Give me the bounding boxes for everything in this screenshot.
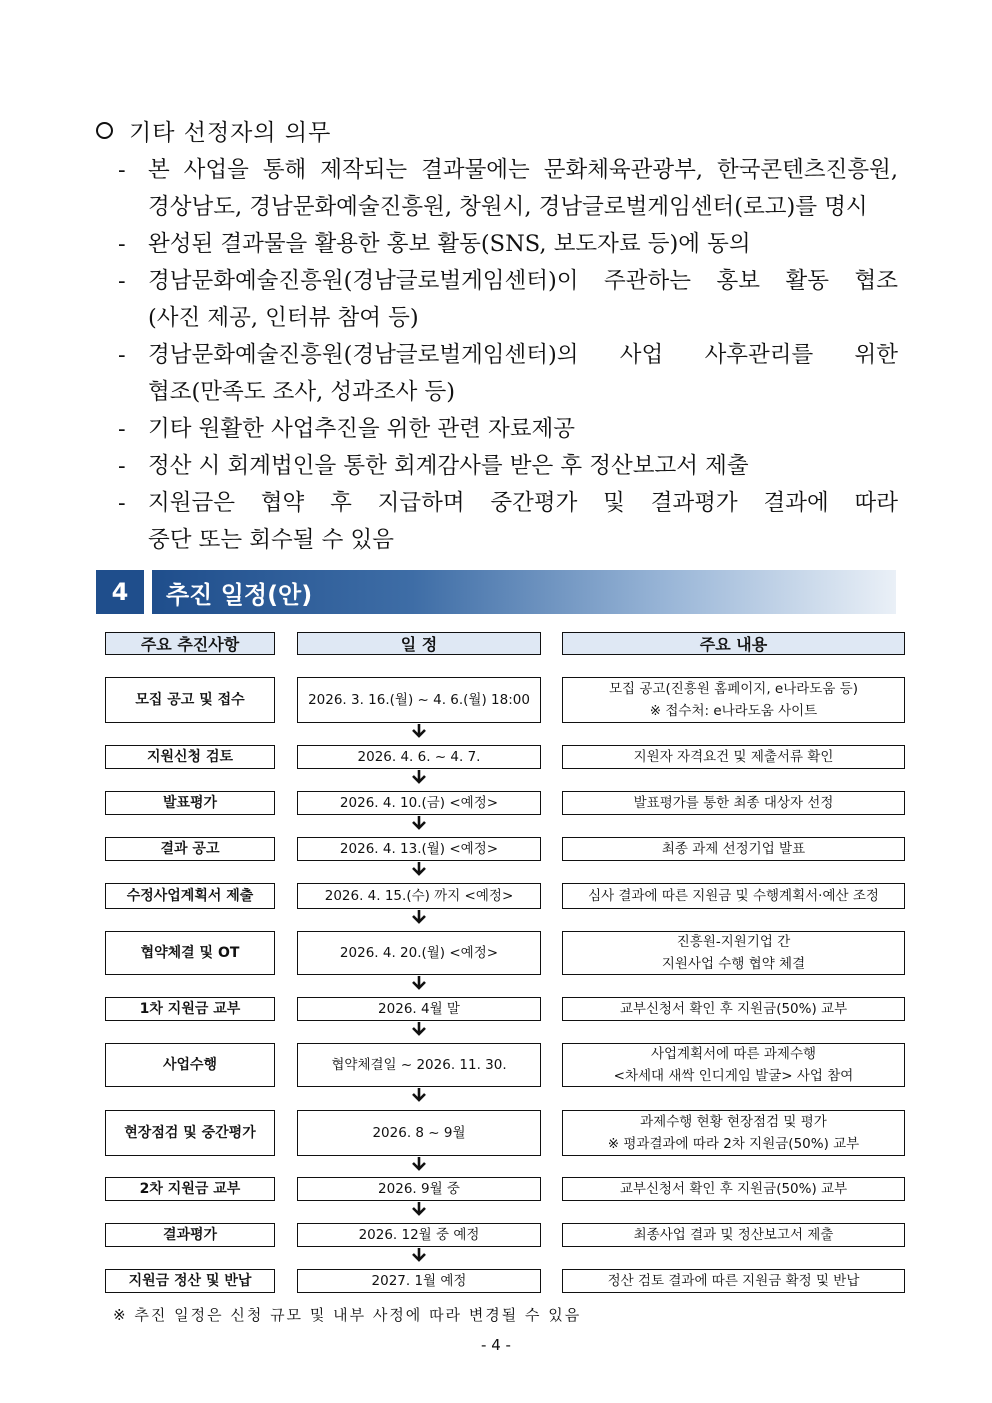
schedule-content <box>562 931 905 975</box>
obligation-line: 본 사업을 통해 제작되는 결과물에는 문화체육관광부, 한국콘텐츠진흥원, <box>148 157 898 183</box>
schedule-content <box>562 1043 905 1087</box>
schedule-date-text: 2026. 12월 중 예정 <box>358 1227 480 1243</box>
schedule-content <box>562 677 905 723</box>
schedule-date-text: 2026. 4. 10.(금) <예정> <box>339 795 499 811</box>
schedule-item-text: 결과 공고 <box>160 841 220 857</box>
down-arrow-icon <box>411 862 427 876</box>
down-arrow-icon <box>411 1157 427 1171</box>
schedule-item-text: 현장점검 및 중간평가 <box>124 1125 256 1141</box>
schedule-date-text: 2026. 4월 말 <box>378 1001 460 1017</box>
schedule-item-text: 모집 공고 및 접수 <box>135 692 245 708</box>
dash-bullet: - <box>118 231 126 257</box>
schedule-date <box>297 745 541 769</box>
obligation-line: 경남문화예술진흥원(경남글로벌게임센터)이 주관하는 홍보 활동 협조 <box>148 268 898 294</box>
schedule-content-text: 정산 검토 결과에 따른 지원금 확정 및 반납 <box>607 1273 860 1289</box>
schedule-date <box>297 1269 541 1293</box>
schedule-note: ※ 추진 일정은 신청 규모 및 내부 사정에 따라 변경될 수 있음 <box>113 1306 582 1324</box>
obligation-line: (사진 제공, 인터뷰 참여 등) <box>148 305 419 331</box>
schedule-date <box>297 1110 541 1156</box>
schedule-date <box>297 837 541 861</box>
schedule-content-text: <차세대 새싹 인디게임 발굴> 사업 참여 <box>613 1068 854 1084</box>
obligation-item <box>118 263 898 337</box>
obligation-item <box>118 485 898 559</box>
obligation-line: 기타 원활한 사업추진을 위한 관련 자료제공 <box>148 416 575 442</box>
schedule-content <box>562 1177 905 1201</box>
schedule-date-text: 2026. 4. 6. ~ 4. 7. <box>357 749 481 765</box>
schedule-content-text: ※ 접수처: e나라도움 사이트 <box>649 703 818 719</box>
schedule-content <box>562 837 905 861</box>
schedule-content-text: 지원사업 수행 협약 체결 <box>661 956 806 972</box>
schedule-date <box>297 791 541 815</box>
down-arrow-icon <box>411 816 427 830</box>
schedule-content <box>562 1269 905 1293</box>
obligation-line: 완성된 결과물을 활용한 홍보 활동(SNS, 보도자료 등)에 동의 <box>148 231 751 257</box>
schedule-content-text: 진흥원-지원기업 간 <box>676 934 791 950</box>
down-arrow-icon <box>411 1248 427 1262</box>
schedule-item-text: 수정사업계획서 제출 <box>126 888 254 904</box>
schedule-item <box>105 677 275 723</box>
schedule-date <box>297 1177 541 1201</box>
schedule-date <box>297 883 541 909</box>
schedule-date-text: 2027. 1월 예정 <box>371 1273 467 1289</box>
schedule-content-text: 모집 공고(진흥원 홈페이지, e나라도움 등) <box>609 681 858 697</box>
schedule-item-text: 2차 지원금 교부 <box>139 1181 241 1197</box>
schedule-date <box>297 931 541 975</box>
obligation-line: 정산 시 회계법인을 통한 회계감사를 받은 후 정산보고서 제출 <box>148 453 749 479</box>
schedule-item <box>105 745 275 769</box>
schedule-content-text: 발표평가를 통한 최종 대상자 선정 <box>633 795 834 811</box>
schedule-item <box>105 1177 275 1201</box>
schedule-content-text: 교부신청서 확인 후 지원금(50%) 교부 <box>619 1181 848 1197</box>
schedule-content <box>562 997 905 1021</box>
obligation-item <box>118 411 898 448</box>
schedule-date-text: 2026. 4. 20.(월) <예정> <box>339 945 499 961</box>
obligation-line: 지원금은 협약 후 지급하며 중간평가 및 결과평가 결과에 따라 <box>148 490 898 516</box>
schedule-content <box>562 791 905 815</box>
schedule-item-text: 지원신청 검토 <box>146 749 234 765</box>
schedule-content-text: ※ 평과결과에 따라 2차 지원금(50%) 교부 <box>607 1136 860 1152</box>
obligation-line: 협조(만족도 조사, 성과조사 등) <box>148 379 455 405</box>
obligation-item <box>118 337 898 411</box>
schedule-date-text: 2026. 3. 16.(월) ~ 4. 6.(월) 18:00 <box>308 692 530 708</box>
schedule-item <box>105 1043 275 1087</box>
dash-bullet: - <box>118 342 126 368</box>
schedule-item <box>105 997 275 1021</box>
schedule-date-text: 2026. 4. 13.(월) <예정> <box>339 841 499 857</box>
schedule-item-text: 발표평가 <box>162 795 218 811</box>
dash-bullet: - <box>118 453 126 479</box>
header-content: 주요 내용 <box>562 632 905 655</box>
header-item: 주요 추진사항 <box>105 632 275 655</box>
page-number: - 4 - <box>481 1336 511 1354</box>
schedule-item-text: 결과평가 <box>162 1227 218 1243</box>
schedule-date <box>297 677 541 723</box>
schedule-content-text: 최종사업 결과 및 정산보고서 제출 <box>633 1227 834 1243</box>
down-arrow-icon <box>411 1088 427 1102</box>
schedule-date-text: 2026. 9월 중 <box>378 1181 460 1197</box>
section-title: 추진 일정(안) <box>152 570 896 614</box>
schedule-content-text: 교부신청서 확인 후 지원금(50%) 교부 <box>619 1001 848 1017</box>
obligations-list <box>118 152 898 559</box>
schedule-date-text: 2026. 8 ~ 9월 <box>372 1125 466 1141</box>
schedule-content-text: 심사 결과에 따른 지원금 및 수행계획서·예산 조정 <box>588 888 879 904</box>
schedule-content <box>562 1223 905 1247</box>
obligation-item <box>118 226 898 263</box>
schedule-content-text: 지원자 자격요건 및 제출서류 확인 <box>633 749 834 765</box>
dash-bullet: - <box>118 416 126 442</box>
obligation-item <box>118 448 898 485</box>
obligations-heading <box>96 114 331 147</box>
schedule-item <box>105 883 275 909</box>
schedule-content <box>562 745 905 769</box>
schedule-content <box>562 1110 905 1156</box>
section-number: 4 <box>96 570 144 614</box>
schedule-content-text: 과제수행 현황 현장점검 및 평가 <box>640 1114 827 1130</box>
schedule-item <box>105 1223 275 1247</box>
dash-bullet: - <box>118 490 126 516</box>
circle-bullet-icon <box>96 122 113 139</box>
schedule-content-text: 최종 과제 선정기업 발표 <box>661 841 806 857</box>
schedule-item <box>105 931 275 975</box>
schedule-item-text: 사업수행 <box>162 1057 218 1073</box>
schedule-date-text: 2026. 4. 15.(수) 까지 <예정> <box>324 888 514 904</box>
obligation-item <box>118 152 898 226</box>
dash-bullet: - <box>118 268 126 294</box>
dash-bullet: - <box>118 157 126 183</box>
down-arrow-icon <box>411 1202 427 1216</box>
schedule-date <box>297 997 541 1021</box>
obligation-line: 중단 또는 회수될 수 있음 <box>148 527 394 553</box>
schedule-item-text: 지원금 정산 및 반납 <box>128 1273 252 1289</box>
schedule-item <box>105 1110 275 1156</box>
down-arrow-icon <box>411 770 427 784</box>
schedule-content-text: 사업계획서에 따른 과제수행 <box>650 1046 817 1062</box>
obligation-line: 경남문화예술진흥원(경남글로벌게임센터)의 사업 사후관리를 위한 <box>148 342 898 368</box>
down-arrow-icon <box>411 1022 427 1036</box>
schedule-date-text: 협약체결일 ~ 2026. 11. 30. <box>331 1057 507 1073</box>
down-arrow-icon <box>411 910 427 924</box>
schedule-item <box>105 1269 275 1293</box>
header-date: 일 정 <box>297 632 541 655</box>
schedule-item-text: 협약체결 및 OT <box>140 945 240 961</box>
schedule-date <box>297 1223 541 1247</box>
schedule-item-text: 1차 지원금 교부 <box>139 1001 241 1017</box>
schedule-date <box>297 1043 541 1087</box>
schedule-item <box>105 837 275 861</box>
obligations-title: 기타 선정자의 의무 <box>129 120 332 146</box>
down-arrow-icon <box>411 724 427 738</box>
obligation-line: 경상남도, 경남문화예술진흥원, 창원시, 경남글로벌게임센터(로고)를 명시 <box>148 194 868 220</box>
down-arrow-icon <box>411 976 427 990</box>
schedule-item <box>105 791 275 815</box>
schedule-content <box>562 883 905 909</box>
